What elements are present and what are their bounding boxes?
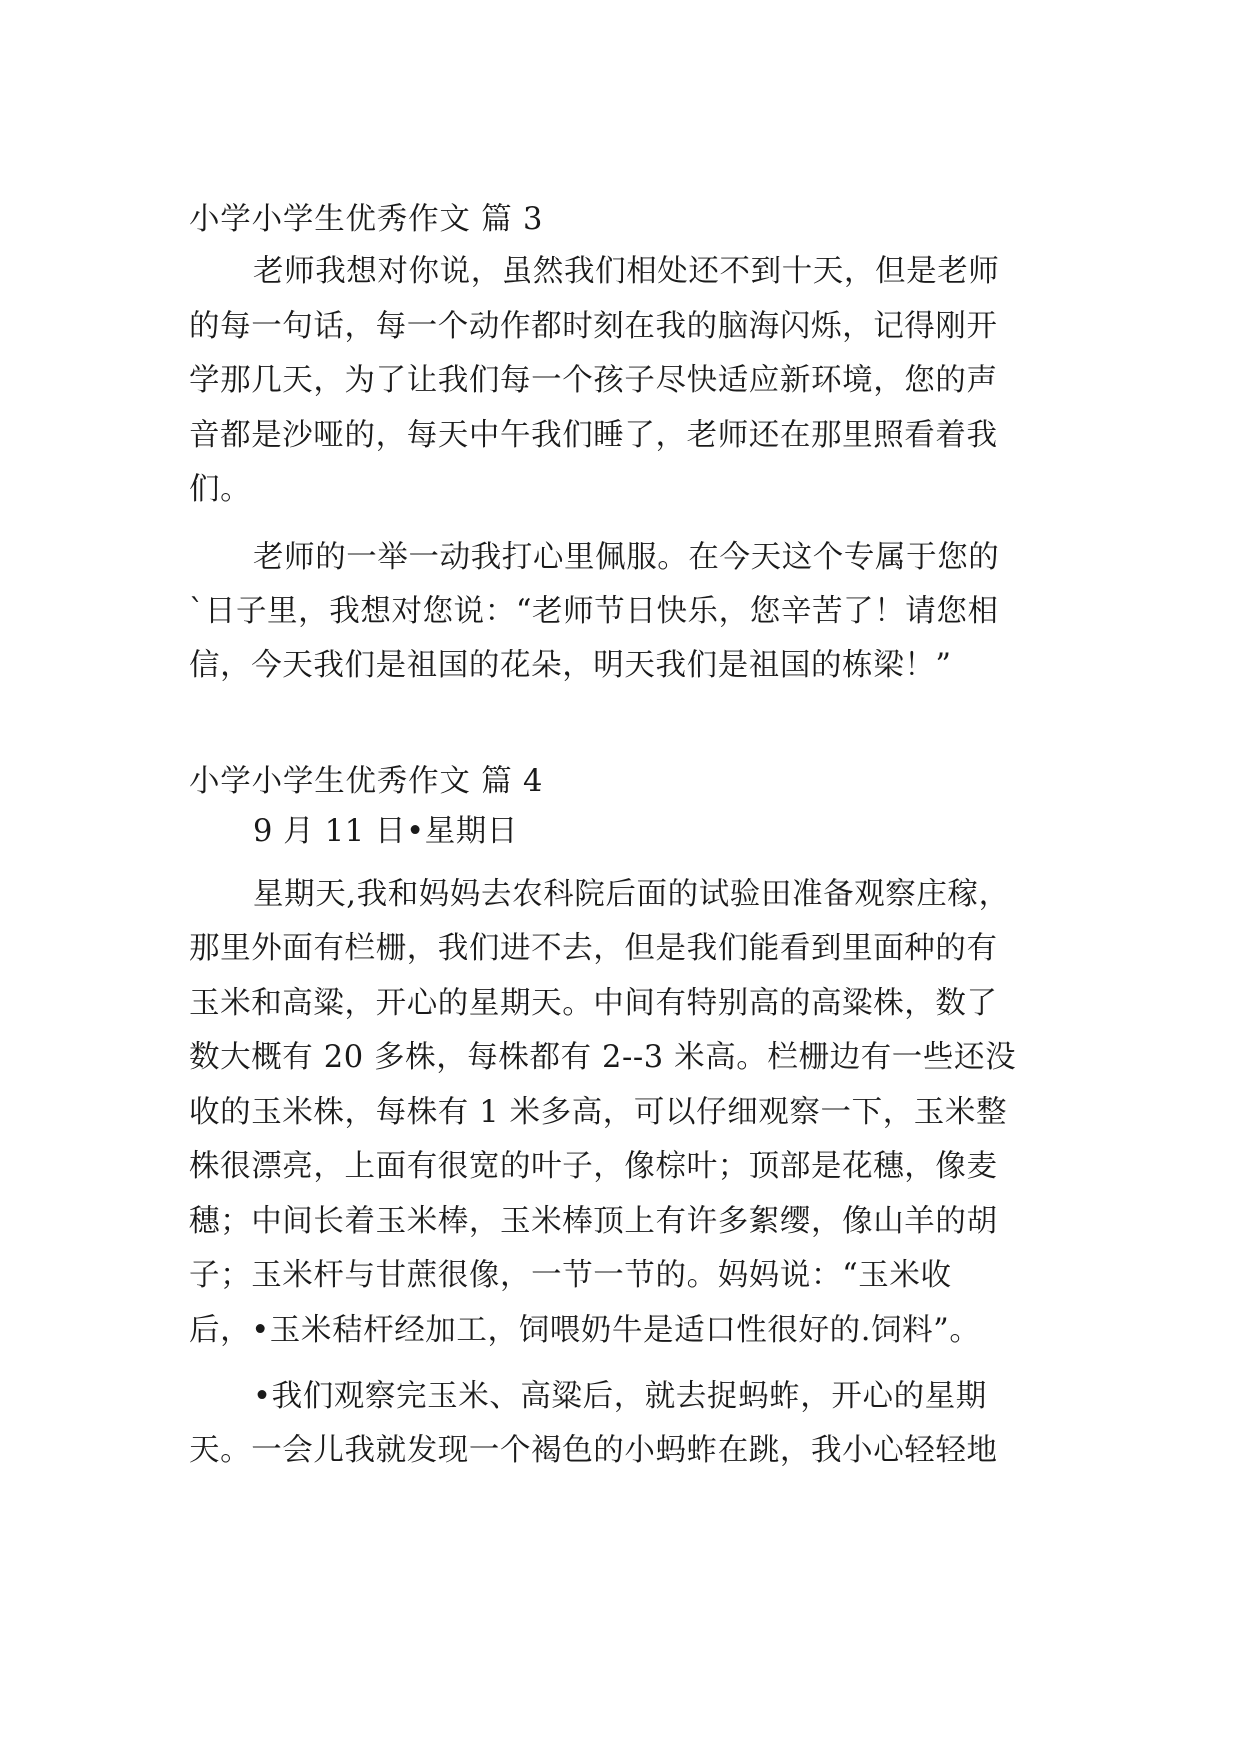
section-4-para-1-line-4: 数大概有 20 多株，每株都有 2--3 米高。栏栅边有一些还没	[189, 1040, 1017, 1075]
section-3-para-1-line-4: 音都是沙哑的，每天中午我们睡了，老师还在那里照看着我	[189, 418, 998, 453]
section-4-title: 小学小学生优秀作文 篇 4	[189, 764, 544, 799]
section-3-para-1-line-1: 老师我想对你说，虽然我们相处还不到十天，但是老师	[253, 254, 1000, 289]
section-4-para-2-line-2: 天。一会儿我就发现一个褐色的小蚂蚱在跳，我小心轻轻地	[189, 1433, 998, 1468]
section-4-para-1-line-3: 玉米和高粱，开心的星期天。中间有特别高的高粱株，数了	[189, 986, 998, 1021]
section-3-title: 小学小学生优秀作文 篇 3	[189, 202, 544, 237]
section-3-para-2-line-1: 老师的一举一动我打心里佩服。在今天这个专属于您的	[253, 540, 1000, 575]
section-4-para-1-line-2: 那里外面有栏栅，我们进不去，但是我们能看到里面种的有	[189, 931, 998, 966]
section-3-para-1-line-2: 的每一句话，每一个动作都时刻在我的脑海闪烁，记得刚开	[189, 309, 998, 344]
section-4-date: 9 月 11 日•星期日	[253, 814, 518, 849]
section-4-para-1-line-9: 后，•玉米秸杆经加工，饲喂奶牛是适口性很好的.饲料”。	[189, 1313, 981, 1348]
section-3-para-1-line-5: 们。	[189, 472, 252, 507]
section-4-para-1-line-5: 收的玉米株，每株有 1 米多高，可以仔细观察一下，玉米整	[189, 1095, 1008, 1130]
section-4-para-1-line-7: 穗；中间长着玉米棒，玉米棒顶上有许多絮缨，像山羊的胡	[189, 1204, 998, 1239]
section-4-para-1-line-8: 子；玉米杆与甘蔗很像，一节一节的。妈妈说：“玉米收	[189, 1258, 952, 1293]
section-3-para-1-line-3: 学那几天，为了让我们每一个孩子尽快适应新环境，您的声	[189, 363, 998, 398]
section-4-para-2-line-1: •我们观察完玉米、高粱后，就去捉蚂蚱，开心的星期	[253, 1379, 987, 1414]
section-4-para-1-line-6: 株很漂亮，上面有很宽的叶子，像棕叶；顶部是花穗，像麦	[189, 1149, 998, 1184]
section-4-para-1-line-1: 星期天,我和妈妈去农科院后面的试验田准备观察庄稼，	[253, 877, 1010, 912]
section-3-para-2-line-2: `日子里，我想对您说：“老师节日快乐，您辛苦了！请您相	[189, 594, 999, 629]
section-3-para-2-line-3: 信，今天我们是祖国的花朵，明天我们是祖国的栋梁！”	[189, 648, 952, 683]
